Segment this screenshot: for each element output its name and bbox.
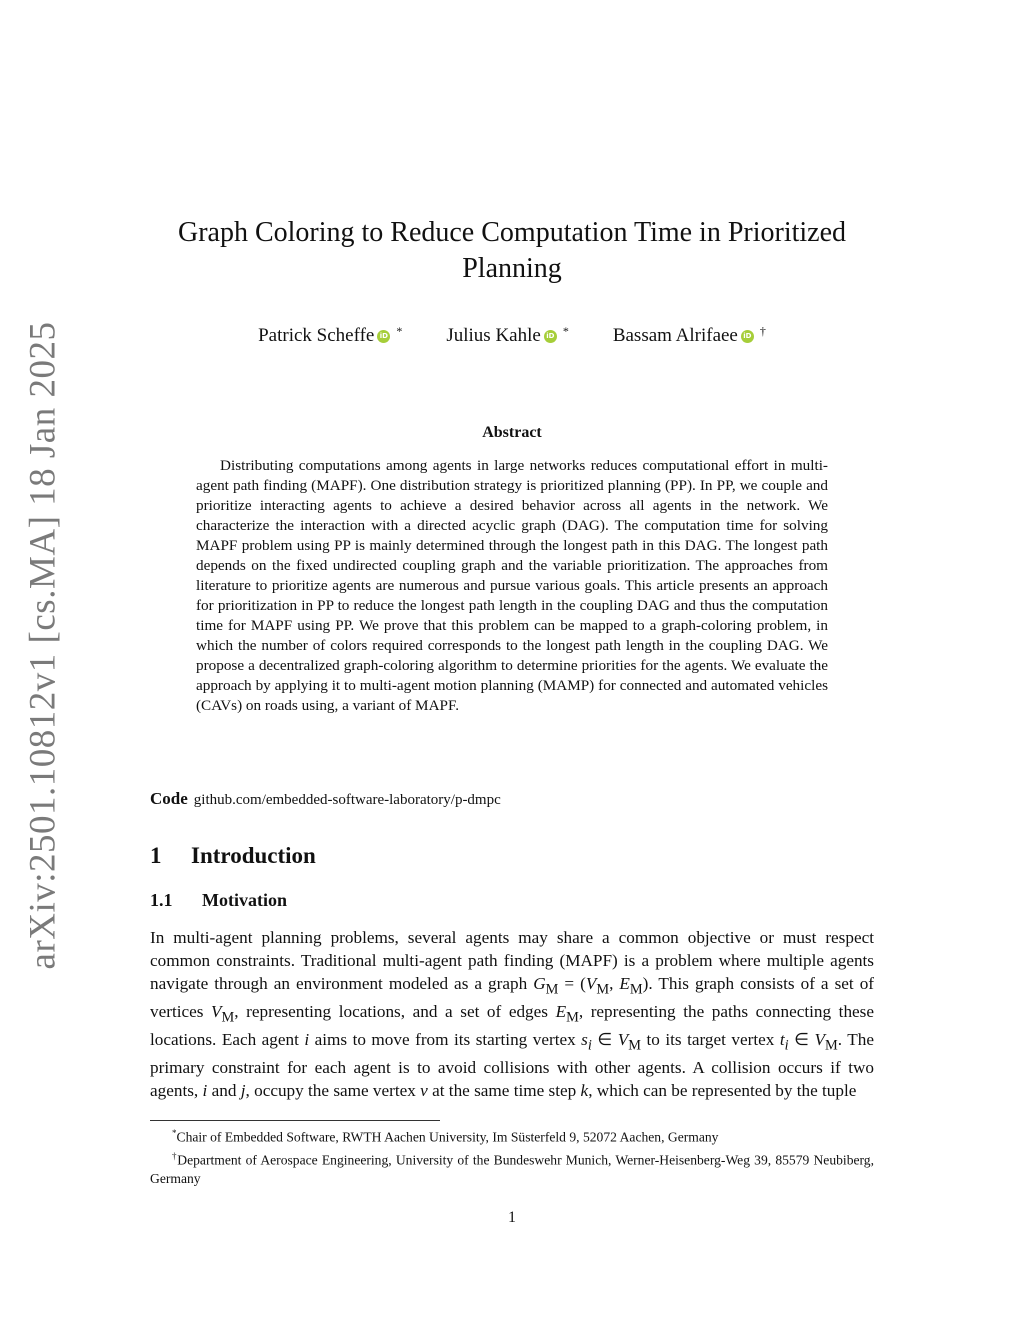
page-number: 1 xyxy=(508,1209,516,1226)
affiliation-mark: † xyxy=(759,323,766,338)
orcid-icon[interactable]: iD xyxy=(377,330,390,343)
code-url-link[interactable]: github.com/embedded-software-laboratory/p-dmpc xyxy=(193,792,501,808)
subsection-number: 1.1 xyxy=(150,890,173,910)
paper-title: Graph Coloring to Reduce Computation Time in Prioritized Planning xyxy=(177,217,847,284)
author-name: Julius Kahle xyxy=(446,325,541,346)
footnote-1: *Chair of Embedded Software, RWTH Aachen University, Im Süsterfeld 9, 52072 Aachen, Germany xyxy=(172,1128,719,1145)
code-link-line xyxy=(150,789,874,809)
author-2 xyxy=(446,325,568,347)
author-name: Patrick Scheffe xyxy=(258,325,375,346)
abstract-heading: Abstract xyxy=(482,424,542,441)
arxiv-sidebar-identifier xyxy=(8,321,78,969)
affiliation-mark: * xyxy=(396,323,403,338)
code-label: Code xyxy=(150,789,188,808)
section-title: Introduction xyxy=(191,843,316,868)
math-symbol: G xyxy=(533,973,546,993)
affiliation-mark: * xyxy=(562,323,569,338)
math-symbol: V xyxy=(814,1030,826,1050)
body-paragraph: In multi-agent planning problems, several agents may share a common objective or must respect common constraints. Traditional multi-agent path finding (MAPF) is a problem where multiple agents navigate through an environment modeled as a graph $G_M = (V_M$, $E_M$). This graph consists of a set of vertices $V_M$, representing locations, and a set of edges $E_M$, representing the paths connecting these locations. Each agent i aims to move from its starting vertex $s_i$ ∈ $V_M$ to its target vertex $t_i$ ∈ $V_M$. The primary constraint for each agent is to avoid collisions with other agents. A collision occurs if two agents, i and j, occupy the same vertex v at the same time step k, which can be represented by the tuple xyxy=(150,928,875,1101)
section-heading xyxy=(150,843,316,869)
math-symbol: E xyxy=(555,1001,567,1021)
orcid-icon[interactable]: iD xyxy=(741,330,754,343)
footnote-rule xyxy=(150,1120,440,1121)
abstract-text: Distributing computations among agents in large networks reduces computational effort in multi-agent path finding (MAPF). One distribution strategy is prioritized planning (PP). In PP, we couple and prioritize interacting agents to achieve a desired behavior across all agents in the network. We characterize the interaction with a directed acyclic graph (DAG). The computation time for solving MAPF problem using PP is mainly determined through the longest path in this DAG. The longest path depends on the fixed undirected coupling graph and the variable prioritization. The approaches from literature to prioritize agents are numerous and pursue various goals. This article presents an approach for prioritization in PP to reduce the longest path length in the coupling DAG and thus the computation time for MAPF using PP. We prove that this problem can be mapped to a graph-coloring problem, in which the number of colors required corresponds to the longest path length in the coupling DAG. We propose a decentralized graph-coloring algorithm to determine priorities for the agents. We evaluate the approach by applying it to multi-agent motion planning (MAMP) for connected and automated vehicles (CAVs) on roads using, a variant of MAPF. xyxy=(196,457,828,714)
author-list xyxy=(150,325,874,347)
orcid-icon[interactable]: iD xyxy=(544,330,557,343)
author-name: Bassam Alrifaee xyxy=(612,325,738,346)
math-symbol: E xyxy=(619,973,630,993)
subsection-title: Motivation xyxy=(202,890,287,910)
math-symbol: V xyxy=(211,1001,222,1021)
author-1 xyxy=(258,325,402,347)
math-symbol: V xyxy=(585,973,597,993)
author-3 xyxy=(613,325,766,347)
footnotes xyxy=(150,1124,874,1189)
section-number: 1 xyxy=(150,843,162,868)
subsection-heading xyxy=(150,890,287,911)
arxiv-id-text: arXiv:2501.10812v1 [cs.MA] 18 Jan 2025 xyxy=(22,321,64,969)
math-symbol: V xyxy=(617,1030,629,1050)
footnote-2: †Department of Aerospace Engineering, University of the Bundeswehr Munich, Werner-Heisenberg-Weg 39, 85579 Neubiberg, Germany xyxy=(150,1151,874,1187)
